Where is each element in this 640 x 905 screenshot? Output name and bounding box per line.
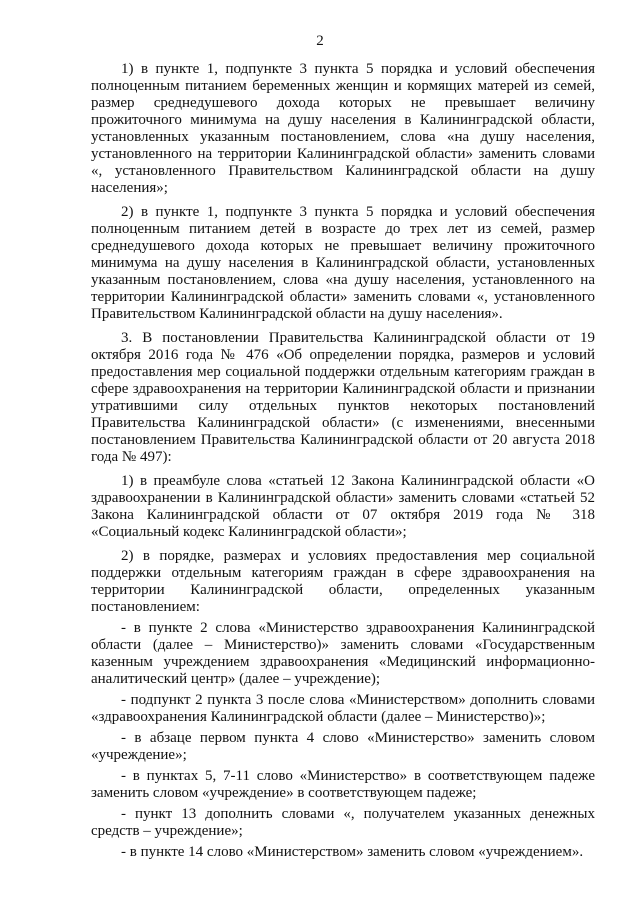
paragraph-item-1: 1) в пункте 1, подпункте 3 пункта 5 порядка и условий обеспечения полноценным питанием беременных женщин и кормящих матерей из семей, размер среднедушевого дохода которых не превышает величину прожиточного минимума на душу населения в Калининградской области, установленных указанным постановлением, слова «на душу населения, установленного на территории Калининградской области» заменить словами «, установленного Правительством Калининградской области на душу населения»; xyxy=(91,61,595,196)
list-item: - в пунктах 5, 7-11 слово «Министерство» в соответствующем падеже заменить словом «учреждение» в соответствующем падеже; xyxy=(91,768,595,801)
list-item: - в пункте 2 слова «Министерство здравоохранения Калининградской области (далее – Министерство)» заменить словами «Государственным казенным учреждением здравоохранения «Медицинский информационно-аналитический центр» (далее – учреждение); xyxy=(91,620,595,687)
paragraph-section-3: 3. В постановлении Правительства Калининградской области от 19 октября 2016 года № 476 «Об определении порядка, размеров и условий предоставления мер социальной поддержки отдельным категориям граждан в сфере здравоохранения на территории Калининградской области и признании утратившими силу отдельных пунктов некоторых постановлений Правительства Калининградской области» (с изменениями, внесенными постановлением Правительства Калининградской области от 20 августа 2018 года № 497): xyxy=(91,330,595,465)
paragraph-item-2: 2) в пункте 1, подпункте 3 пункта 5 порядка и условий обеспечения полноценным питанием детей в возрасте до трех лет из семей, размер среднедушевого дохода которых не превышает величину прожиточного минимума на душу населения в Калининградской области, установленных указанным постановлением, слова «на душу населения, установленного на территории Калининградской области» заменить словами «, установленного Правительством Калининградской области на душу населения». xyxy=(91,204,595,322)
list-item: - в пункте 14 слово «Министерством» заменить словом «учреждением». xyxy=(121,844,584,860)
document-body xyxy=(91,61,595,861)
page-number: 2 xyxy=(316,33,324,49)
list-item: - в абзаце первом пункта 4 слово «Министерство» заменить словом «учреждение»; xyxy=(91,730,595,763)
paragraph-subitem-2: 2) в порядке, размерах и условиях предоставления мер социальной поддержки отдельным категориям граждан в сфере здравоохранения на территории Калининградской области, определенных указанным постановлением: xyxy=(91,548,595,615)
list-item: - пункт 13 дополнить словами «, получателем указанных денежных средств – учреждение»; xyxy=(91,806,595,839)
list-item: - подпункт 2 пункта 3 после слова «Министерством» дополнить словами «здравоохранения Калининградской области (далее – Министерство)»; xyxy=(91,692,595,725)
paragraph-subitem-1: 1) в преамбуле слова «статьей 12 Закона Калининградской области «О здравоохранении в Калининградской области» заменить словами «статьей 52 Закона Калининградской области от 07 октября 2019 года № 318 «Социальный кодекс Калининградской области»; xyxy=(91,473,595,540)
